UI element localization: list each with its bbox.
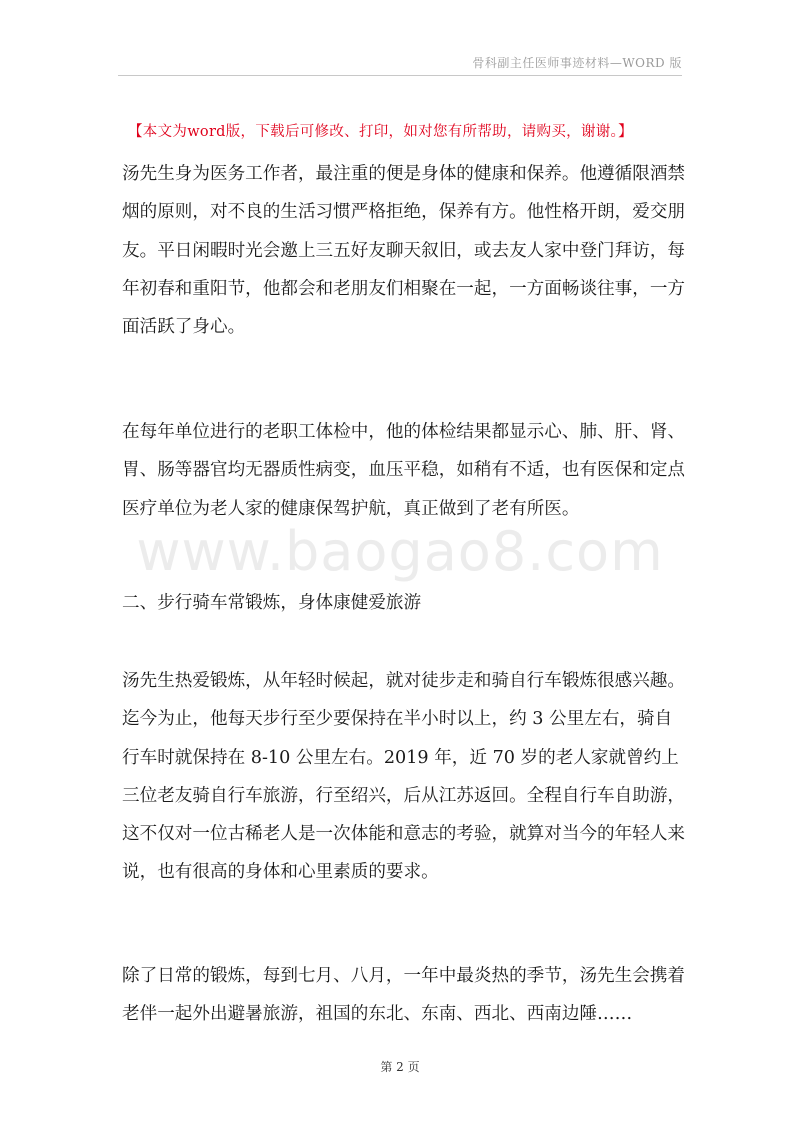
paragraph-checkup: 在每年单位进行的老职工体检中，他的体检结果都显示心、肺、肝、肾、胃、肠等器官均无器质性病变，血压平稳，如稍有不适，也有医保和定点医疗单位为老人家的健康保驾护航，真正做到了老有所医。	[122, 422, 686, 519]
header-divider	[118, 75, 682, 76]
download-notice: 【本文为word版，下载后可修改、打印，如对您有所帮助，请购买，谢谢。】	[128, 124, 633, 140]
watermark-text: www.baogao8.com	[136, 520, 664, 583]
paragraph-health: 汤先生身为医务工作者，最注重的便是身体的健康和保养。他遵循限酒禁烟的原则，对不良的生活习惯严格拒绝，保养有方。他性格开朗，爱交朋友。平日闲暇时光会邀上三五好友聊天叙旧，或去友人家中登门拜访，每年初春和重阳节，他都会和老朋友们相聚在一起，一方面畅谈往事，一方面活跃了身心。	[122, 164, 686, 338]
page-number: 第 2 页	[380, 1060, 420, 1074]
section-heading-exercise: 二、步行骑车常锻炼，身体康健爱旅游	[122, 593, 422, 613]
running-header: 骨科副主任医师事迹材料—WORD 版	[472, 56, 682, 70]
paragraph-exercise: 汤先生热爱锻炼，从年轻时候起，就对徒步走和骑自行车锻炼很感兴趣。迄今为止，他每天步行至少要保持在半小时以上，约 3 公里左右，骑自行车时就保持在 8-10 公里左右。2019 年，近 70 岁的老人家就曾约上三位老友骑自行车旅游，行至绍兴，后从江苏返回。全程自行车自助游，这不仅对一位古稀老人是一次体能和意志的考验，就算对当今的年轻人来说，也有很高的身体和心里素质的要求。	[122, 671, 686, 883]
paragraph-travel: 除了日常的锻炼，每到七月、八月，一年中最炎热的季节，汤先生会携着老伴一起外出避暑旅游，祖国的东北、东南、西北、西南边陲……	[122, 966, 686, 1025]
